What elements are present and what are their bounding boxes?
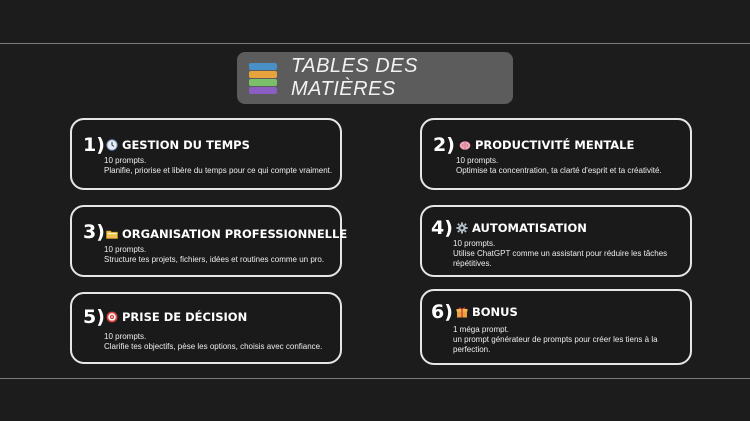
bottom-divider (0, 378, 750, 379)
section-number: 4) (431, 217, 453, 239)
brain-icon (459, 139, 471, 151)
section-card-5 (70, 292, 342, 364)
title-banner (237, 52, 513, 104)
section-heading-row (456, 221, 587, 235)
section-body (104, 332, 322, 352)
section-card-1 (70, 118, 342, 190)
section-heading: AUTOMATISATION (472, 221, 587, 235)
section-heading-row (106, 310, 247, 324)
section-count: 10 prompts. (456, 156, 499, 165)
top-divider (0, 43, 750, 44)
section-count: 10 prompts. (104, 332, 147, 341)
gift-icon (456, 306, 468, 318)
section-number: 3) (83, 221, 105, 243)
section-description: un prompt générateur de prompts pour créer les tiens à la perfection. (453, 335, 658, 354)
section-card-3 (70, 205, 348, 277)
section-body (456, 156, 662, 176)
section-description: Clarifie tes objectifs, pèse les options, choisis avec confiance. (104, 342, 323, 351)
section-heading: PRISE DE DÉCISION (122, 310, 248, 324)
section-count: 10 prompts. (104, 156, 147, 165)
section-body (453, 239, 678, 269)
books-icon (249, 61, 277, 95)
section-number: 1) (83, 134, 105, 156)
section-count: 1 méga prompt. (453, 325, 510, 334)
section-body (453, 325, 678, 355)
section-body (104, 245, 324, 265)
section-number: 6) (431, 301, 453, 323)
section-heading-row (106, 138, 250, 152)
clock-icon (106, 139, 118, 151)
section-body (104, 156, 332, 176)
target-icon (106, 311, 118, 323)
section-description: Optimise ta concentration, ta clarté d'esprit et ta créativité. (456, 166, 662, 175)
section-count: 10 prompts. (453, 239, 496, 248)
gear-icon (456, 222, 468, 234)
folder-icon (106, 228, 118, 240)
section-heading-row (456, 305, 518, 319)
section-card-6 (420, 289, 692, 365)
section-description: Structure tes projets, fichiers, idées et routines comme un pro. (104, 255, 325, 264)
section-heading: PRODUCTIVITÉ MENTALE (475, 138, 635, 152)
section-description: Planifie, priorise et libère du temps pour ce qui compte vraiment. (104, 166, 333, 175)
section-heading: BONUS (472, 305, 518, 319)
section-heading-row (459, 138, 634, 152)
section-heading: GESTION DU TEMPS (122, 138, 250, 152)
section-card-4 (420, 205, 692, 277)
section-heading: ORGANISATION PROFESSIONNELLE (122, 227, 348, 241)
section-number: 2) (433, 134, 455, 156)
section-description: Utilise ChatGPT comme un assistant pour réduire les tâches répétitives. (453, 249, 668, 268)
section-card-2 (420, 118, 692, 190)
section-count: 10 prompts. (104, 245, 147, 254)
page-title: TABLES DES MATIÈRES (291, 55, 418, 100)
section-number: 5) (83, 306, 105, 328)
section-heading-row (106, 227, 347, 241)
